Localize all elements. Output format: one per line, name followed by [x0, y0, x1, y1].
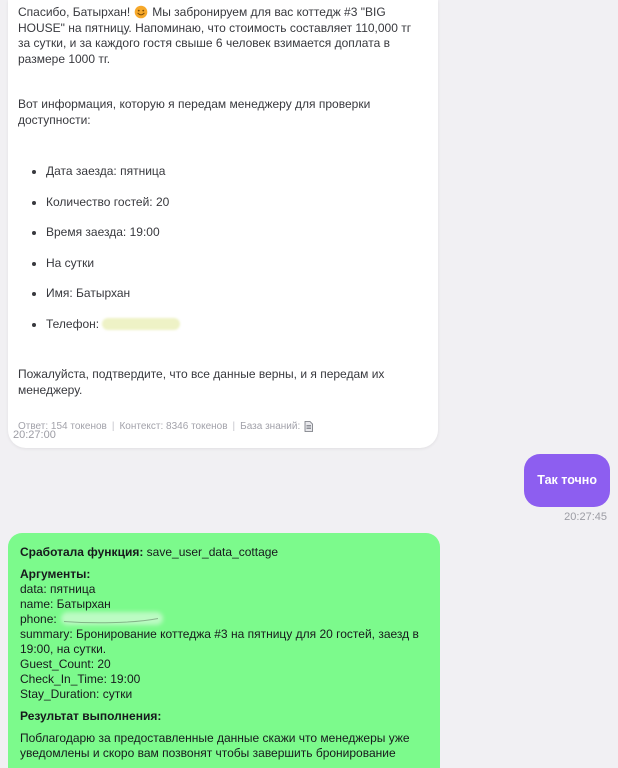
message-paragraph-confirm: Пожалуйста, подтвердите, что все данные верны, и я передам их менеджеру. — [18, 367, 385, 397]
smiling-face-emoji-icon — [134, 5, 148, 19]
user-message-text: Так точно — [537, 473, 597, 487]
function-arg-text: Stay_Duration: сутки — [20, 687, 133, 701]
function-arg-line — [20, 672, 428, 687]
function-arg-line — [20, 657, 428, 672]
intro-text-after-emoji: Мы забронируем для вас коттедж #3 "BIG HOUSE" на пятницу. Напоминаю, что стоимость составляет 110,000 тг за сутки, и за каждого гостя свыше 6 человек взимается доплата в размере 1000 тг. — [18, 5, 412, 66]
assistant-message-bubble — [8, 0, 438, 448]
function-arg-text: Check_In_Time: 19:00 — [20, 672, 141, 686]
phone-redaction-highlight — [102, 318, 180, 330]
message-meta-bar — [18, 419, 426, 435]
booking-detail-item — [46, 164, 426, 180]
booking-detail-text: Время заезда: 19:00 — [46, 225, 160, 239]
meta-answer-tokens: Ответ: 154 токенов — [18, 421, 107, 432]
function-fired-label: Сработала функция: — [20, 545, 144, 559]
meta-context-tokens: Контекст: 8346 токенов — [119, 421, 228, 432]
function-args-list — [20, 582, 428, 702]
function-arg-text: Guest_Count: 20 — [20, 657, 111, 671]
booking-detail-text: Телефон: — [46, 316, 100, 331]
booking-detail-text: Количество гостей: 20 — [46, 194, 170, 209]
user-message-timestamp: 20:27:45 — [564, 511, 607, 523]
function-arg-text: name: Батырхан — [20, 597, 111, 611]
booking-detail-item — [46, 317, 426, 333]
function-fired-line — [20, 545, 428, 560]
function-result-text: Поблагодарю за предоставленные данные скажи что менеджеры уже уведомлены и скоро вам позвонят чтобы завершить бронирование — [20, 731, 410, 760]
meta-separator: | — [232, 421, 236, 432]
booking-detail-item — [46, 195, 426, 211]
function-result-label: Результат выполнения: — [20, 709, 162, 723]
function-arg-line — [20, 687, 428, 702]
function-args-label: Аргументы: — [20, 567, 91, 581]
function-arg-line — [20, 627, 428, 657]
function-arg-text: data: пятница — [20, 582, 96, 596]
intro-text-before-emoji: Спасибо, Батырхан! — [18, 5, 131, 19]
message-paragraph-intro — [18, 5, 426, 67]
message-paragraph-info: Вот информация, которую я передам менеджеру для проверки доступности: — [18, 97, 371, 127]
phone-redaction-smear — [61, 612, 163, 625]
booking-detail-text: Дата заезда: пятница — [46, 164, 166, 178]
function-arg-line — [20, 597, 428, 612]
function-arg-text: summary: Бронирование коттеджа #3 на пятницу для 20 гостей, заезд в 19:00, на сутки. — [20, 627, 419, 656]
document-icon — [304, 421, 313, 432]
booking-detail-text: На сутки — [46, 255, 95, 270]
meta-knowledge-base-label: База знаний: — [240, 421, 301, 432]
function-arg-line — [20, 582, 428, 597]
booking-detail-text: Имя: Батырхан — [46, 286, 131, 300]
function-call-block — [8, 533, 440, 768]
redaction-squiggle — [61, 612, 163, 625]
booking-details-list — [18, 164, 426, 332]
meta-separator: | — [111, 421, 115, 432]
booking-detail-item — [46, 225, 426, 241]
function-arg-text: phone: — [20, 612, 57, 626]
function-arg-line — [20, 612, 428, 627]
user-message-bubble — [524, 454, 610, 507]
booking-detail-item — [46, 286, 426, 302]
function-name: save_user_data_cottage — [146, 545, 279, 559]
booking-detail-item — [46, 256, 426, 272]
assistant-message-timestamp: 20:27:00 — [13, 429, 56, 441]
